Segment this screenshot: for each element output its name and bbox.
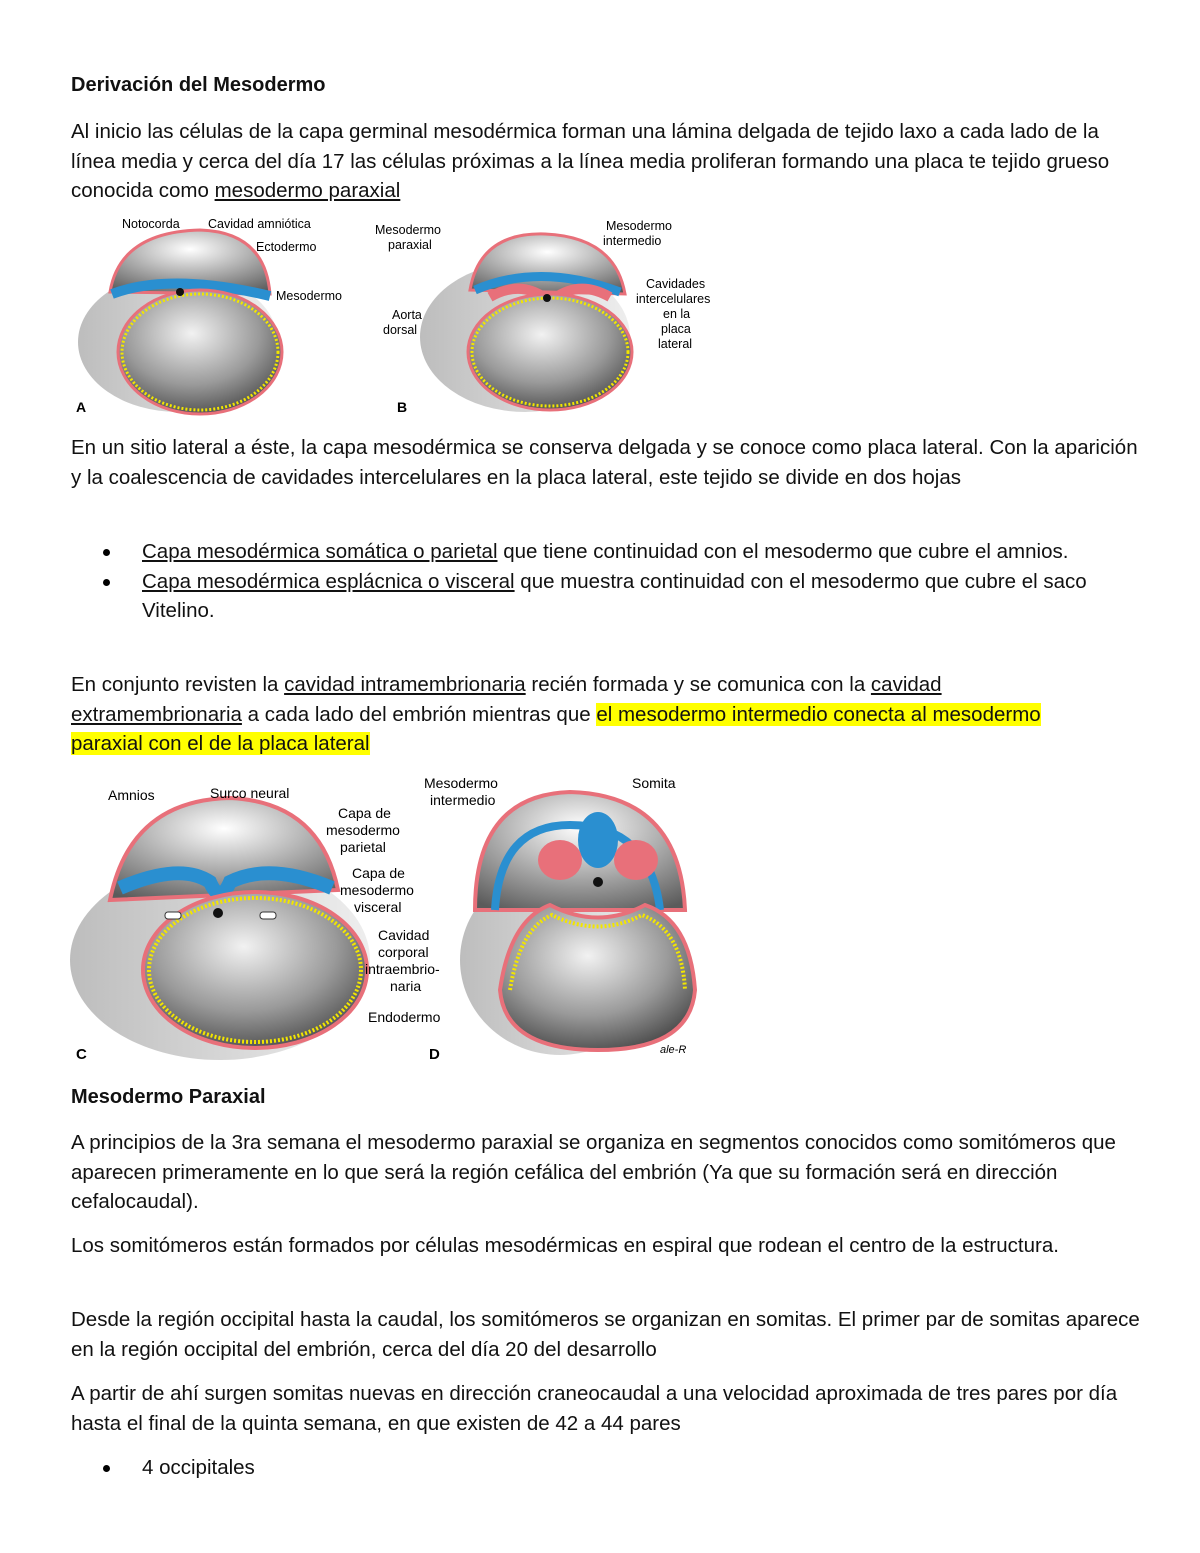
label-mesodermo: Mesodermo [276,289,342,303]
label-endodermo: Endodermo [368,1009,441,1025]
list-item-text: que muestra continuidad con el mesodermo que cubre el saco Vitelino. [142,569,1087,622]
label-meso-paraxial-1: Mesodermo [375,223,441,237]
label-cavidades-5: lateral [658,337,693,351]
heading-derivacion: Derivación del Mesodermo [71,74,326,96]
term-cavidad-intra: cavidad intramembrionaria [284,673,526,696]
panel-label-a: A [76,399,87,415]
label-capa-parietal-1: Capa de [338,805,391,821]
paragraph-placa-lateral: En un sitio lateral a éste, la capa mesodérmica se conserva delgada y se conoce como placa lateral. Con la aparición y la coalescencia de cavidades intercelulares en la placa lateral, este tejido se divide en dos hojas [71,436,1138,489]
list-item-text: 4 occipitales [142,1456,255,1479]
label-cavidades-2: intercelulares [636,292,711,306]
figure-ab [70,212,740,418]
list-item [71,567,1131,626]
bullet-icon [103,1465,110,1472]
label-surco-neural: Surco neural [210,785,290,801]
label-cavidades-3: en la [663,307,691,321]
label-cavidad-corporal-2: corporal [378,944,429,960]
label-cavidad-corporal-3: intraembrio- [365,961,440,977]
highlighted-text: el mesodermo intermedio conecta al mesodermo paraxial con el de la placa lateral [71,702,1041,755]
panel-label-b: B [397,399,408,415]
label-capa-visceral-1: Capa de [352,865,405,881]
list-item-text: que tiene continuidad con el mesodermo que cubre el amnios. [497,540,1069,563]
label-meso-paraxial-2: paraxial [388,238,432,252]
paragraph-somitas: Desde la región occipital hasta la caudal, los somitómeros se organizan en somitas. El primer par de somitas aparece en la región occipital del embrión, cerca del día 20 del desarrollo [71,1308,1140,1361]
list-item [71,537,1131,567]
list-hojas [71,537,1131,626]
term-capa-esplacnica: Capa mesodérmica esplácnica o visceral [142,569,515,593]
label-capa-visceral-3: visceral [354,899,402,915]
p3-a: En conjunto revisten la [71,673,285,696]
heading-mesodermo-paraxial: Mesodermo Paraxial [71,1086,266,1108]
label-meso-intermedio-1: Mesodermo [606,219,672,233]
label-notocorda: Notocorda [122,217,180,231]
label-capa-parietal-3: parietal [340,839,386,855]
label-amnios: Amnios [108,787,155,803]
paragraph-espiral: Los somitómeros están formados por células mesodérmicas en espiral que rodean el centro de la estructura. [71,1234,1059,1257]
label-somita: Somita [632,775,676,791]
p3-b: recién formada y se comunica con la [525,673,871,696]
label-cavidad-amniotica: Cavidad amniótica [208,217,311,231]
label-capa-visceral-2: mesodermo [340,882,414,898]
paragraph-somitomeros: A principios de la 3ra semana el mesodermo paraxial se organiza en segmentos conocidos como somitómeros que aparecen primeramente en lo que será la región cefálica del embrión (Ya que su formación será en dirección cefalocaudal). [71,1131,1116,1213]
paragraph-conjunto [71,670,1071,759]
label-cavidad-corporal-4: naria [390,978,422,994]
paragraph-intro-text: Al inicio las células de la capa germinal mesodérmica forman una lámina delgada de tejido laxo a cada lado de la línea media y cerca del día 17 las células próximas a la línea media proliferan formando una placa te tejido grueso conocida como [71,120,1110,202]
label-meso-intermedio-2: intermedio [603,234,662,248]
label-ectodermo: Ectodermo [256,240,317,254]
term-mesodermo-paraxial: mesodermo paraxial [214,179,401,202]
artist-signature: ale-R [660,1044,687,1056]
panel-b-drawing [420,234,632,412]
panel-d-drawing [460,792,695,1055]
term-cavidad-extra: cavidad extramembrionaria [71,673,942,726]
paragraph-craneocaudal: A partir de ahí surgen somitas nuevas en dirección craneocaudal a una velocidad aproximada de tres pares por día hasta el final de la quinta semana, en que existen de 42 a 44 pares [71,1382,1118,1435]
term-capa-somatica: Capa mesodérmica somática o parietal [142,540,498,563]
paragraph-intro [71,117,1141,206]
bullet-icon [103,549,110,556]
label-cavidades-1: Cavidades [646,277,706,291]
list-item [71,1453,1131,1483]
label-meso-intermedio-d1: Mesodermo [424,775,498,791]
p3-c: a cada lado del embrión mientras que [241,702,597,726]
panel-label-c: C [76,1046,87,1063]
label-cavidades-4: placa [661,322,691,336]
panel-c-drawing [70,798,370,1060]
label-aorta-1: Aorta [392,308,422,322]
panel-label-d: D [429,1046,440,1063]
label-meso-intermedio-d2: intermedio [430,792,496,808]
panel-a-drawing [78,230,282,414]
figure-cd [70,770,710,1065]
label-cavidad-corporal-1: Cavidad [378,927,430,943]
list-somitas [71,1453,1131,1483]
label-capa-parietal-2: mesodermo [326,822,400,838]
bullet-icon [103,579,110,586]
label-aorta-2: dorsal [383,323,418,337]
